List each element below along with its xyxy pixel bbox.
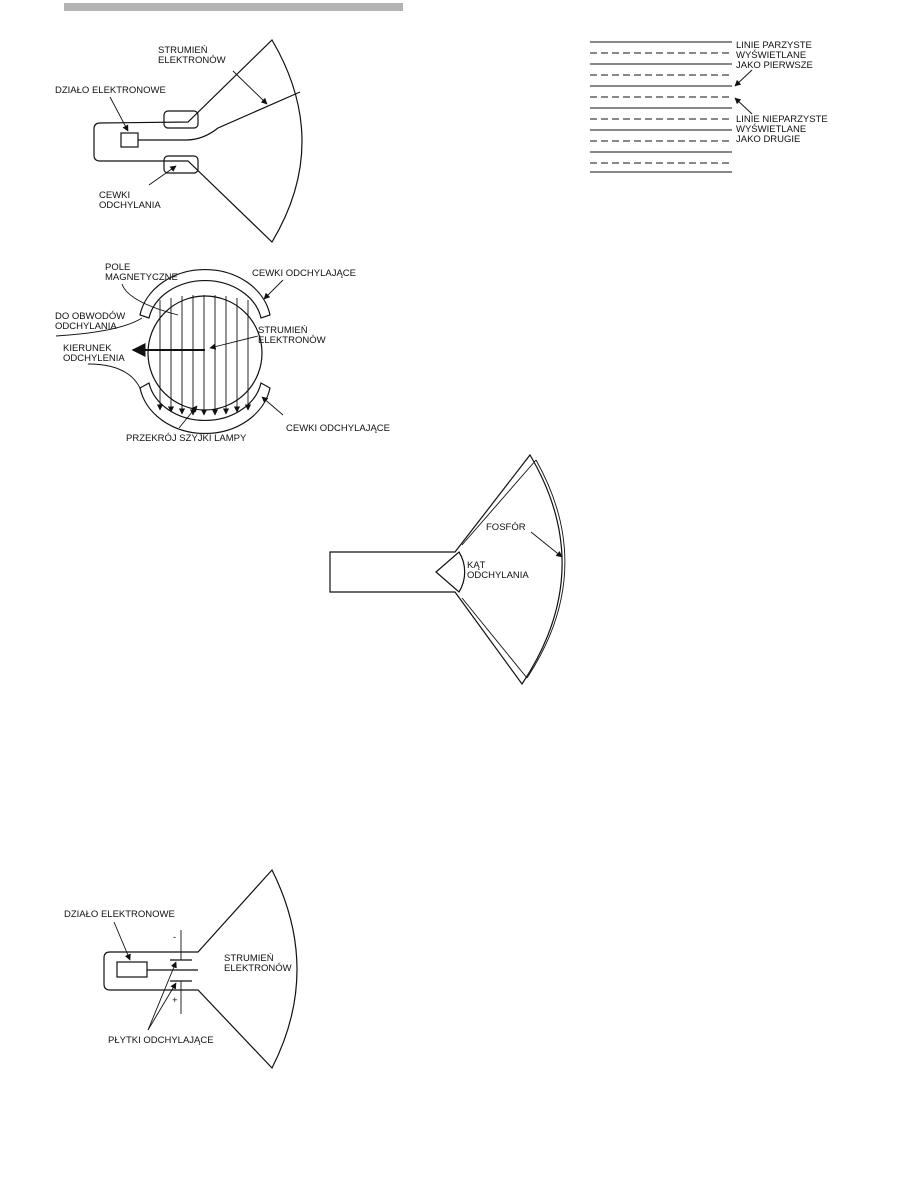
label-gun: DZIAŁO ELEKTRONOWE — [55, 85, 166, 96]
sign-minus: - — [173, 932, 177, 943]
electron-beam — [138, 92, 300, 140]
field-lines — [160, 295, 248, 415]
label-odd-line-1: LINIE NIEPARZYSTE — [736, 114, 828, 125]
label-neck: PRZEKRÓJ SZYJKI LAMPY — [126, 433, 247, 444]
interlace-figure — [590, 40, 828, 172]
label-beam-2-line-2: ELEKTRONÓW — [224, 963, 292, 974]
label-even-line-3: JAKO PIERWSZE — [736, 60, 813, 71]
label-even-line-2: WYŚWIETLANE — [736, 50, 807, 61]
electron-gun — [121, 133, 138, 147]
label-beam-line-2: ELEKTRONÓW — [158, 55, 226, 66]
label-yoke-beam-line-2: ELEKTRONÓW — [258, 335, 326, 346]
label-even-line-1: LINIE PARZYSTE — [736, 40, 812, 51]
label-angle-line-2: ODCHYLANIA — [467, 570, 529, 581]
label-field-line-2: MAGNETYCZNE — [105, 272, 178, 283]
label-direction-line-1: KIERUNEK — [63, 343, 112, 354]
deflection-angle-wedge — [436, 552, 465, 592]
electron-gun-2 — [117, 962, 147, 977]
crt-magnetic-figure — [55, 40, 302, 242]
header-bar — [64, 3, 403, 11]
label-beam-2-line-1: STRUMIEŃ — [224, 953, 274, 964]
crt-electrostatic-figure — [64, 870, 297, 1068]
label-odd-line-3: JAKO DRUGIE — [736, 134, 801, 145]
label-coils-line-2: ODCHYLANIA — [99, 200, 161, 211]
phosphor-layer — [527, 460, 565, 678]
label-field-line-1: POLE — [105, 262, 131, 273]
coil-bottom — [140, 383, 270, 433]
yoke-figure — [55, 262, 390, 444]
label-coils-top: CEWKI ODCHYLAJĄCE — [252, 268, 356, 279]
label-odd-line-2: WYŚWIETLANE — [736, 124, 807, 135]
label-beam-line-1: STRUMIEŃ — [158, 45, 208, 56]
label-circuits-line-1: DO OBWODÓW — [55, 311, 126, 322]
neck-section — [148, 296, 262, 410]
label-angle-line-1: KĄT — [467, 560, 486, 571]
deflection-angle-figure — [330, 455, 565, 684]
label-coils-bottom: CEWKI ODCHYLAJĄCE — [286, 423, 390, 434]
label-yoke-beam-line-1: STRUMIEŃ — [258, 325, 308, 336]
label-circuits-line-2: ODCHYLANIA — [55, 321, 117, 332]
label-gun-2: DZIAŁO ELEKTRONOWE — [64, 909, 175, 920]
label-direction-line-2: ODCHYLENIA — [63, 353, 125, 364]
label-plates: PŁYTKI ODCHYLAJĄCE — [108, 1035, 214, 1046]
label-phosphor: FOSFÓR — [486, 522, 526, 533]
sign-plus: + — [172, 995, 178, 1006]
label-coils-line-1: CEWKI — [99, 190, 131, 201]
